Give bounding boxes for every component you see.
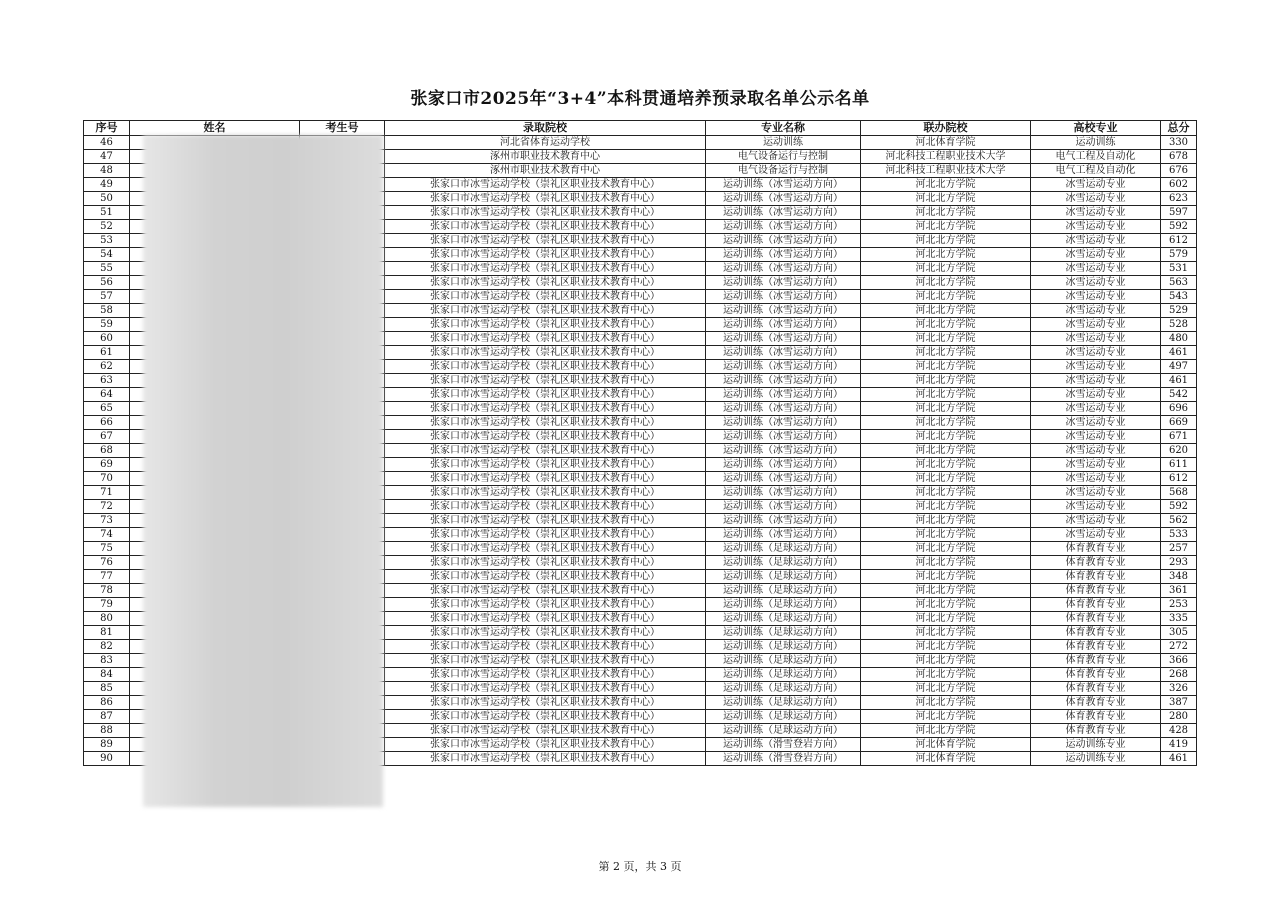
cell-total-score: 568 (1161, 486, 1197, 500)
cell-partner-college: 河北北方学院 (861, 542, 1031, 556)
cell-university-major: 冰雪运动专业 (1031, 304, 1161, 318)
cell-partner-college: 河北北方学院 (861, 248, 1031, 262)
cell-partner-college: 河北北方学院 (861, 444, 1031, 458)
cell-university-major: 体育教育专业 (1031, 542, 1161, 556)
cell-admitting-school: 张家口市冰雪运动学校（崇礼区职业技术教育中心） (385, 500, 706, 514)
cell-major-name: 运动训练（冰雪运动方向） (706, 290, 861, 304)
cell-total-score: 612 (1161, 472, 1197, 486)
cell-major-name: 运动训练（冰雪运动方向） (706, 374, 861, 388)
cell-total-score: 257 (1161, 542, 1197, 556)
cell-total-score: 592 (1161, 220, 1197, 234)
cell-major-name: 运动训练（冰雪运动方向） (706, 318, 861, 332)
cell-university-major: 冰雪运动专业 (1031, 206, 1161, 220)
cell-partner-college: 河北北方学院 (861, 332, 1031, 346)
cell-admitting-school: 张家口市冰雪运动学校（崇礼区职业技术教育中心） (385, 430, 706, 444)
cell-partner-college: 河北北方学院 (861, 724, 1031, 738)
cell-university-major: 冰雪运动专业 (1031, 360, 1161, 374)
cell-partner-college: 河北北方学院 (861, 682, 1031, 696)
cell-partner-college: 河北北方学院 (861, 234, 1031, 248)
cell-university-major: 冰雪运动专业 (1031, 248, 1161, 262)
cell-index: 64 (84, 388, 130, 402)
cell-total-score: 461 (1161, 374, 1197, 388)
cell-university-major: 冰雪运动专业 (1031, 318, 1161, 332)
cell-total-score: 361 (1161, 584, 1197, 598)
cell-admitting-school: 张家口市冰雪运动学校（崇礼区职业技术教育中心） (385, 486, 706, 500)
cell-university-major: 冰雪运动专业 (1031, 472, 1161, 486)
cell-major-name: 运动训练（足球运动方向） (706, 682, 861, 696)
cell-partner-college: 河北北方学院 (861, 290, 1031, 304)
cell-partner-college: 河北北方学院 (861, 472, 1031, 486)
cell-major-name: 运动训练（冰雪运动方向） (706, 528, 861, 542)
cell-major-name: 运动训练 (706, 136, 861, 150)
cell-admitting-school: 张家口市冰雪运动学校（崇礼区职业技术教育中心） (385, 290, 706, 304)
cell-major-name: 运动训练（冰雪运动方向） (706, 360, 861, 374)
cell-partner-college: 河北北方学院 (861, 570, 1031, 584)
cell-index: 55 (84, 262, 130, 276)
cell-admitting-school: 张家口市冰雪运动学校（崇礼区职业技术教育中心） (385, 192, 706, 206)
cell-admitting-school: 张家口市冰雪运动学校（崇礼区职业技术教育中心） (385, 528, 706, 542)
cell-admitting-school: 张家口市冰雪运动学校（崇礼区职业技术教育中心） (385, 626, 706, 640)
cell-total-score: 348 (1161, 570, 1197, 584)
cell-admitting-school: 张家口市冰雪运动学校（崇礼区职业技术教育中心） (385, 402, 706, 416)
cell-total-score: 533 (1161, 528, 1197, 542)
cell-university-major: 冰雪运动专业 (1031, 192, 1161, 206)
cell-index: 73 (84, 514, 130, 528)
cell-university-major: 冰雪运动专业 (1031, 416, 1161, 430)
cell-admitting-school: 张家口市冰雪运动学校（崇礼区职业技术教育中心） (385, 570, 706, 584)
cell-total-score: 543 (1161, 290, 1197, 304)
cell-index: 60 (84, 332, 130, 346)
cell-university-major: 体育教育专业 (1031, 682, 1161, 696)
cell-partner-college: 河北北方学院 (861, 696, 1031, 710)
header-partner-college: 联办院校 (861, 121, 1031, 136)
cell-partner-college: 河北北方学院 (861, 500, 1031, 514)
cell-major-name: 运动训练（足球运动方向） (706, 724, 861, 738)
cell-partner-college: 河北北方学院 (861, 584, 1031, 598)
cell-admitting-school: 张家口市冰雪运动学校（崇礼区职业技术教育中心） (385, 598, 706, 612)
cell-major-name: 运动训练（冰雪运动方向） (706, 458, 861, 472)
cell-partner-college: 河北科技工程职业技术大学 (861, 164, 1031, 178)
cell-partner-college: 河北科技工程职业技术大学 (861, 150, 1031, 164)
cell-major-name: 运动训练（冰雪运动方向） (706, 206, 861, 220)
cell-index: 48 (84, 164, 130, 178)
cell-major-name: 运动训练（足球运动方向） (706, 542, 861, 556)
cell-index: 61 (84, 346, 130, 360)
header-major-name: 专业名称 (706, 121, 861, 136)
cell-total-score: 611 (1161, 458, 1197, 472)
cell-admitting-school: 张家口市冰雪运动学校（崇礼区职业技术教育中心） (385, 556, 706, 570)
cell-total-score: 620 (1161, 444, 1197, 458)
cell-university-major: 运动训练 (1031, 136, 1161, 150)
cell-index: 83 (84, 654, 130, 668)
cell-index: 47 (84, 150, 130, 164)
cell-index: 78 (84, 584, 130, 598)
cell-partner-college: 河北北方学院 (861, 514, 1031, 528)
cell-partner-college: 河北北方学院 (861, 430, 1031, 444)
cell-major-name: 运动训练（足球运动方向） (706, 696, 861, 710)
cell-index: 71 (84, 486, 130, 500)
cell-university-major: 冰雪运动专业 (1031, 234, 1161, 248)
cell-admitting-school: 张家口市冰雪运动学校（崇礼区职业技术教育中心） (385, 206, 706, 220)
cell-index: 66 (84, 416, 130, 430)
cell-admitting-school: 张家口市冰雪运动学校（崇礼区职业技术教育中心） (385, 738, 706, 752)
cell-total-score: 253 (1161, 598, 1197, 612)
cell-partner-college: 河北北方学院 (861, 640, 1031, 654)
cell-total-score: 563 (1161, 276, 1197, 290)
cell-major-name: 运动训练（足球运动方向） (706, 654, 861, 668)
cell-admitting-school: 张家口市冰雪运动学校（崇礼区职业技术教育中心） (385, 388, 706, 402)
cell-total-score: 602 (1161, 178, 1197, 192)
cell-partner-college: 河北北方学院 (861, 612, 1031, 626)
cell-partner-college: 河北体育学院 (861, 136, 1031, 150)
cell-partner-college: 河北北方学院 (861, 318, 1031, 332)
cell-index: 81 (84, 626, 130, 640)
cell-major-name: 运动训练（冰雪运动方向） (706, 486, 861, 500)
cell-major-name: 运动训练（冰雪运动方向） (706, 220, 861, 234)
cell-university-major: 体育教育专业 (1031, 570, 1161, 584)
cell-index: 79 (84, 598, 130, 612)
cell-major-name: 运动训练（足球运动方向） (706, 640, 861, 654)
cell-admitting-school: 张家口市冰雪运动学校（崇礼区职业技术教育中心） (385, 724, 706, 738)
cell-total-score: 678 (1161, 150, 1197, 164)
cell-admitting-school: 张家口市冰雪运动学校（崇礼区职业技术教育中心） (385, 332, 706, 346)
cell-partner-college: 河北北方学院 (861, 192, 1031, 206)
cell-index: 90 (84, 752, 130, 766)
cell-admitting-school: 张家口市冰雪运动学校（崇礼区职业技术教育中心） (385, 416, 706, 430)
cell-admitting-school: 张家口市冰雪运动学校（崇礼区职业技术教育中心） (385, 696, 706, 710)
cell-major-name: 运动训练（冰雪运动方向） (706, 500, 861, 514)
cell-total-score: 696 (1161, 402, 1197, 416)
cell-university-major: 体育教育专业 (1031, 640, 1161, 654)
cell-admitting-school: 涿州市职业技术教育中心 (385, 164, 706, 178)
cell-university-major: 冰雪运动专业 (1031, 430, 1161, 444)
cell-university-major: 冰雪运动专业 (1031, 220, 1161, 234)
cell-major-name: 运动训练（冰雪运动方向） (706, 388, 861, 402)
cell-university-major: 冰雪运动专业 (1031, 500, 1161, 514)
cell-total-score: 461 (1161, 346, 1197, 360)
cell-university-major: 体育教育专业 (1031, 654, 1161, 668)
cell-major-name: 运动训练（冰雪运动方向） (706, 430, 861, 444)
cell-total-score: 528 (1161, 318, 1197, 332)
cell-university-major: 运动训练专业 (1031, 738, 1161, 752)
cell-major-name: 运动训练（足球运动方向） (706, 556, 861, 570)
header-total-score: 总分 (1161, 121, 1197, 136)
cell-admitting-school: 张家口市冰雪运动学校（崇礼区职业技术教育中心） (385, 710, 706, 724)
cell-major-name: 运动训练（足球运动方向） (706, 570, 861, 584)
cell-partner-college: 河北北方学院 (861, 346, 1031, 360)
cell-major-name: 运动训练（冰雪运动方向） (706, 472, 861, 486)
cell-index: 87 (84, 710, 130, 724)
cell-partner-college: 河北北方学院 (861, 304, 1031, 318)
cell-total-score: 272 (1161, 640, 1197, 654)
cell-index: 69 (84, 458, 130, 472)
cell-university-major: 冰雪运动专业 (1031, 458, 1161, 472)
cell-university-major: 体育教育专业 (1031, 584, 1161, 598)
cell-index: 67 (84, 430, 130, 444)
cell-partner-college: 河北北方学院 (861, 528, 1031, 542)
cell-university-major: 冰雪运动专业 (1031, 346, 1161, 360)
cell-admitting-school: 张家口市冰雪运动学校（崇礼区职业技术教育中心） (385, 472, 706, 486)
cell-index: 84 (84, 668, 130, 682)
cell-partner-college: 河北北方学院 (861, 374, 1031, 388)
cell-index: 51 (84, 206, 130, 220)
cell-admitting-school: 张家口市冰雪运动学校（崇礼区职业技术教育中心） (385, 318, 706, 332)
cell-total-score: 529 (1161, 304, 1197, 318)
cell-admitting-school: 张家口市冰雪运动学校（崇礼区职业技术教育中心） (385, 304, 706, 318)
cell-admitting-school: 涿州市职业技术教育中心 (385, 150, 706, 164)
cell-total-score: 326 (1161, 682, 1197, 696)
cell-index: 72 (84, 500, 130, 514)
cell-major-name: 运动训练（冰雪运动方向） (706, 444, 861, 458)
cell-admitting-school: 张家口市冰雪运动学校（崇礼区职业技术教育中心） (385, 514, 706, 528)
cell-university-major: 冰雪运动专业 (1031, 514, 1161, 528)
cell-major-name: 运动训练（冰雪运动方向） (706, 332, 861, 346)
cell-major-name: 运动训练（冰雪运动方向） (706, 234, 861, 248)
cell-total-score: 305 (1161, 626, 1197, 640)
cell-index: 76 (84, 556, 130, 570)
cell-partner-college: 河北北方学院 (861, 598, 1031, 612)
cell-university-major: 电气工程及自动化 (1031, 150, 1161, 164)
cell-university-major: 冰雪运动专业 (1031, 402, 1161, 416)
cell-partner-college: 河北北方学院 (861, 556, 1031, 570)
cell-index: 86 (84, 696, 130, 710)
cell-admitting-school: 张家口市冰雪运动学校（崇礼区职业技术教育中心） (385, 668, 706, 682)
cell-university-major: 体育教育专业 (1031, 626, 1161, 640)
cell-total-score: 542 (1161, 388, 1197, 402)
cell-university-major: 冰雪运动专业 (1031, 276, 1161, 290)
cell-university-major: 体育教育专业 (1031, 710, 1161, 724)
cell-index: 68 (84, 444, 130, 458)
header-admitting-school: 录取院校 (385, 121, 706, 136)
cell-admitting-school: 张家口市冰雪运动学校（崇礼区职业技术教育中心） (385, 752, 706, 766)
cell-total-score: 280 (1161, 710, 1197, 724)
cell-admitting-school: 张家口市冰雪运动学校（崇礼区职业技术教育中心） (385, 360, 706, 374)
cell-partner-college: 河北体育学院 (861, 752, 1031, 766)
cell-partner-college: 河北北方学院 (861, 626, 1031, 640)
cell-university-major: 冰雪运动专业 (1031, 290, 1161, 304)
page-footer: 第 2 页，共 3 页 (598, 860, 682, 873)
cell-university-major: 体育教育专业 (1031, 598, 1161, 612)
cell-admitting-school: 张家口市冰雪运动学校（崇礼区职业技术教育中心） (385, 276, 706, 290)
cell-total-score: 387 (1161, 696, 1197, 710)
cell-total-score: 419 (1161, 738, 1197, 752)
cell-index: 70 (84, 472, 130, 486)
cell-total-score: 671 (1161, 430, 1197, 444)
cell-major-name: 运动训练（冰雪运动方向） (706, 178, 861, 192)
cell-university-major: 冰雪运动专业 (1031, 528, 1161, 542)
cell-major-name: 运动训练（足球运动方向） (706, 584, 861, 598)
cell-major-name: 运动训练（足球运动方向） (706, 710, 861, 724)
cell-index: 63 (84, 374, 130, 388)
cell-partner-college: 河北北方学院 (861, 654, 1031, 668)
cell-admitting-school: 张家口市冰雪运动学校（崇礼区职业技术教育中心） (385, 584, 706, 598)
header-index: 序号 (84, 121, 130, 136)
cell-university-major: 运动训练专业 (1031, 752, 1161, 766)
cell-total-score: 623 (1161, 192, 1197, 206)
cell-major-name: 运动训练（足球运动方向） (706, 598, 861, 612)
cell-major-name: 运动训练（冰雪运动方向） (706, 248, 861, 262)
cell-partner-college: 河北北方学院 (861, 206, 1031, 220)
cell-partner-college: 河北北方学院 (861, 486, 1031, 500)
cell-total-score: 497 (1161, 360, 1197, 374)
cell-major-name: 运动训练（足球运动方向） (706, 612, 861, 626)
cell-index: 88 (84, 724, 130, 738)
cell-index: 59 (84, 318, 130, 332)
cell-admitting-school: 张家口市冰雪运动学校（崇礼区职业技术教育中心） (385, 444, 706, 458)
header-exam-number: 考生号 (300, 121, 385, 136)
cell-index: 82 (84, 640, 130, 654)
cell-admitting-school: 张家口市冰雪运动学校（崇礼区职业技术教育中心） (385, 234, 706, 248)
cell-index: 53 (84, 234, 130, 248)
cell-university-major: 电气工程及自动化 (1031, 164, 1161, 178)
cell-index: 57 (84, 290, 130, 304)
cell-index: 52 (84, 220, 130, 234)
cell-index: 74 (84, 528, 130, 542)
cell-index: 75 (84, 542, 130, 556)
cell-admitting-school: 张家口市冰雪运动学校（崇礼区职业技术教育中心） (385, 654, 706, 668)
cell-admitting-school: 河北省体育运动学校 (385, 136, 706, 150)
cell-index: 62 (84, 360, 130, 374)
cell-major-name: 电气设备运行与控制 (706, 164, 861, 178)
cell-university-major: 体育教育专业 (1031, 668, 1161, 682)
cell-total-score: 428 (1161, 724, 1197, 738)
cell-total-score: 293 (1161, 556, 1197, 570)
cell-major-name: 电气设备运行与控制 (706, 150, 861, 164)
cell-admitting-school: 张家口市冰雪运动学校（崇礼区职业技术教育中心） (385, 542, 706, 556)
cell-admitting-school: 张家口市冰雪运动学校（崇礼区职业技术教育中心） (385, 220, 706, 234)
cell-university-major: 冰雪运动专业 (1031, 444, 1161, 458)
cell-total-score: 669 (1161, 416, 1197, 430)
cell-index: 46 (84, 136, 130, 150)
cell-total-score: 592 (1161, 500, 1197, 514)
cell-admitting-school: 张家口市冰雪运动学校（崇礼区职业技术教育中心） (385, 640, 706, 654)
cell-index: 80 (84, 612, 130, 626)
cell-major-name: 运动训练（足球运动方向） (706, 668, 861, 682)
page-title: 张家口市2025年“3+4”本科贯通培养预录取名单公示名单 (410, 89, 870, 109)
cell-major-name: 运动训练（滑雪登岩方向） (706, 752, 861, 766)
cell-admitting-school: 张家口市冰雪运动学校（崇礼区职业技术教育中心） (385, 178, 706, 192)
cell-university-major: 体育教育专业 (1031, 556, 1161, 570)
cell-total-score: 461 (1161, 752, 1197, 766)
cell-total-score: 268 (1161, 668, 1197, 682)
cell-major-name: 运动训练（冰雪运动方向） (706, 416, 861, 430)
cell-total-score: 335 (1161, 612, 1197, 626)
cell-total-score: 531 (1161, 262, 1197, 276)
cell-major-name: 运动训练（冰雪运动方向） (706, 514, 861, 528)
cell-total-score: 480 (1161, 332, 1197, 346)
cell-university-major: 冰雪运动专业 (1031, 388, 1161, 402)
cell-admitting-school: 张家口市冰雪运动学校（崇礼区职业技术教育中心） (385, 612, 706, 626)
cell-index: 56 (84, 276, 130, 290)
cell-university-major: 体育教育专业 (1031, 724, 1161, 738)
cell-index: 49 (84, 178, 130, 192)
cell-admitting-school: 张家口市冰雪运动学校（崇礼区职业技术教育中心） (385, 262, 706, 276)
cell-partner-college: 河北北方学院 (861, 262, 1031, 276)
cell-admitting-school: 张家口市冰雪运动学校（崇礼区职业技术教育中心） (385, 374, 706, 388)
cell-university-major: 冰雪运动专业 (1031, 486, 1161, 500)
cell-major-name: 运动训练（冰雪运动方向） (706, 192, 861, 206)
cell-partner-college: 河北北方学院 (861, 276, 1031, 290)
cell-index: 54 (84, 248, 130, 262)
cell-major-name: 运动训练（冰雪运动方向） (706, 304, 861, 318)
cell-total-score: 597 (1161, 206, 1197, 220)
cell-university-major: 体育教育专业 (1031, 612, 1161, 626)
cell-admitting-school: 张家口市冰雪运动学校（崇礼区职业技术教育中心） (385, 682, 706, 696)
cell-partner-college: 河北北方学院 (861, 668, 1031, 682)
cell-major-name: 运动训练（冰雪运动方向） (706, 276, 861, 290)
cell-index: 58 (84, 304, 130, 318)
cell-major-name: 运动训练（冰雪运动方向） (706, 262, 861, 276)
table-header-row (84, 121, 1197, 136)
cell-major-name: 运动训练（足球运动方向） (706, 626, 861, 640)
cell-index: 77 (84, 570, 130, 584)
cell-partner-college: 河北北方学院 (861, 416, 1031, 430)
cell-major-name: 运动训练（冰雪运动方向） (706, 402, 861, 416)
header-university-major: 高校专业 (1031, 121, 1161, 136)
cell-index: 89 (84, 738, 130, 752)
cell-partner-college: 河北北方学院 (861, 402, 1031, 416)
cell-university-major: 冰雪运动专业 (1031, 262, 1161, 276)
cell-major-name: 运动训练（冰雪运动方向） (706, 346, 861, 360)
cell-partner-college: 河北北方学院 (861, 388, 1031, 402)
cell-total-score: 562 (1161, 514, 1197, 528)
cell-admitting-school: 张家口市冰雪运动学校（崇礼区职业技术教育中心） (385, 248, 706, 262)
cell-university-major: 体育教育专业 (1031, 696, 1161, 710)
cell-major-name: 运动训练（滑雪登岩方向） (706, 738, 861, 752)
cell-total-score: 366 (1161, 654, 1197, 668)
cell-index: 65 (84, 402, 130, 416)
cell-total-score: 579 (1161, 248, 1197, 262)
cell-admitting-school: 张家口市冰雪运动学校（崇礼区职业技术教育中心） (385, 458, 706, 472)
cell-partner-college: 河北北方学院 (861, 710, 1031, 724)
cell-partner-college: 河北北方学院 (861, 178, 1031, 192)
cell-index: 50 (84, 192, 130, 206)
cell-partner-college: 河北北方学院 (861, 458, 1031, 472)
cell-university-major: 冰雪运动专业 (1031, 374, 1161, 388)
cell-total-score: 676 (1161, 164, 1197, 178)
cell-admitting-school: 张家口市冰雪运动学校（崇礼区职业技术教育中心） (385, 346, 706, 360)
cell-university-major: 冰雪运动专业 (1031, 178, 1161, 192)
redaction-blur (143, 135, 383, 807)
cell-partner-college: 河北北方学院 (861, 360, 1031, 374)
cell-partner-college: 河北体育学院 (861, 738, 1031, 752)
cell-total-score: 612 (1161, 234, 1197, 248)
cell-university-major: 冰雪运动专业 (1031, 332, 1161, 346)
header-name: 姓名 (130, 121, 300, 136)
cell-index: 85 (84, 682, 130, 696)
cell-total-score: 330 (1161, 136, 1197, 150)
cell-partner-college: 河北北方学院 (861, 220, 1031, 234)
